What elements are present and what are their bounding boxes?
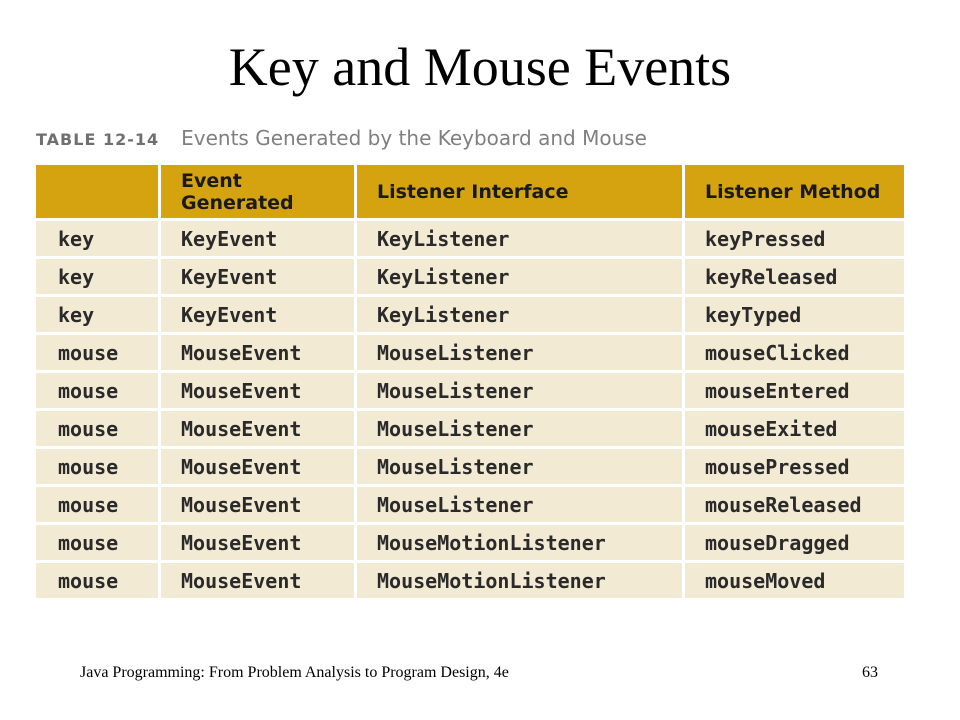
table-cell: MouseListener bbox=[354, 411, 682, 446]
table-cell: MouseListener bbox=[354, 373, 682, 408]
table-cell: mouseReleased bbox=[682, 487, 904, 522]
table-cell: key bbox=[36, 259, 158, 294]
table-cell: mouse bbox=[36, 525, 158, 560]
events-table-grid bbox=[36, 165, 904, 598]
table-cell: MouseEvent bbox=[158, 373, 354, 408]
table-cell: mouse bbox=[36, 335, 158, 370]
slide-footer: Java Programming: From Problem Analysis to Program Design, 4e bbox=[80, 664, 509, 681]
table-cell: KeyListener bbox=[354, 297, 682, 332]
table-caption-text: Events Generated by the Keyboard and Mouse bbox=[181, 126, 647, 150]
table-cell: KeyEvent bbox=[158, 259, 354, 294]
table-cell: KeyListener bbox=[354, 259, 682, 294]
table-header-cell: Event Generated bbox=[158, 165, 354, 218]
table-cell: MouseEvent bbox=[158, 563, 354, 598]
table-header-cell: Listener Method bbox=[682, 165, 904, 218]
table-cell: MouseEvent bbox=[158, 411, 354, 446]
table-cell: mouse bbox=[36, 449, 158, 484]
table-cell: keyReleased bbox=[682, 259, 904, 294]
table-cell: KeyEvent bbox=[158, 221, 354, 256]
table-caption-number: TABLE 12-14 bbox=[36, 130, 160, 149]
table-cell: mouseClicked bbox=[682, 335, 904, 370]
table-cell: mouse bbox=[36, 487, 158, 522]
table-cell: MouseEvent bbox=[158, 335, 354, 370]
events-table bbox=[36, 165, 904, 598]
table-cell: mouseExited bbox=[682, 411, 904, 446]
table-cell: MouseEvent bbox=[158, 449, 354, 484]
slide-title: Key and Mouse Events bbox=[228, 37, 732, 97]
table-cell: MouseListener bbox=[354, 449, 682, 484]
table-cell: MouseListener bbox=[354, 335, 682, 370]
table-cell: mouseDragged bbox=[682, 525, 904, 560]
table-cell: keyTyped bbox=[682, 297, 904, 332]
table-cell: MouseEvent bbox=[158, 487, 354, 522]
table-cell: mouse bbox=[36, 411, 158, 446]
table-cell: MouseListener bbox=[354, 487, 682, 522]
table-cell: mouse bbox=[36, 563, 158, 598]
table-cell: keyPressed bbox=[682, 221, 904, 256]
table-cell: KeyEvent bbox=[158, 297, 354, 332]
table-cell: MouseMotionListener bbox=[354, 525, 682, 560]
page-number: 63 bbox=[862, 664, 878, 681]
table-cell: mouseEntered bbox=[682, 373, 904, 408]
table-cell: key bbox=[36, 221, 158, 256]
table-cell: mousePressed bbox=[682, 449, 904, 484]
table-caption bbox=[36, 126, 647, 150]
table-cell: key bbox=[36, 297, 158, 332]
table-cell: mouse bbox=[36, 373, 158, 408]
table-cell: mouseMoved bbox=[682, 563, 904, 598]
table-cell: MouseEvent bbox=[158, 525, 354, 560]
table-cell: MouseMotionListener bbox=[354, 563, 682, 598]
table-header-cell bbox=[36, 165, 158, 218]
table-cell: KeyListener bbox=[354, 221, 682, 256]
table-header-cell: Listener Interface bbox=[354, 165, 682, 218]
